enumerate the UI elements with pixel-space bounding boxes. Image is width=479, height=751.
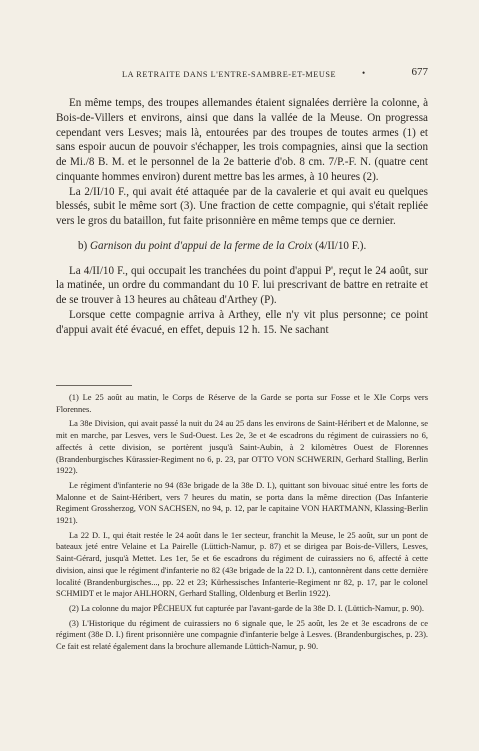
- body-text: [56, 96, 428, 337]
- paragraph-2: La 2/II/10 F., qui avait été attaquée par de la cavalerie et qui avait eu quelques blessés, subit le même sort (3). Une fraction de cette compagnie, qui s'était repliée vers le gros du bataillon, fut faite prisonnière en même temps que ce dernier.: [56, 185, 428, 227]
- footnote-1-continued: La 22 D. I., qui était restée le 24 août dans le 1er secteur, franchit la Meuse, le 25 août, sur un pont de bateaux jeté entre Velaine et La Pairelle (Lüttich-Namur, p. 87) et se dirigea par Bois-de-Villers, Lesves, Saint-Gérard, jusqu'à Mettet. Les 1er, 5e et 6e escadrons du régiment de cuirassiers no 6, affecté à cette division, ainsi que le régiment d'infanterie no 82 (43e brigade de la 22 D. I.), cantonnèrent dans cette dernière localité (Brandenburgisches..., pp. 22 et 23; Kürhessisches Infanterie-Regiment nr 82, p. 17, par le colonel SCHMIDT et le major AHLHORN, Gerhard Stalling, Oldenburg et Berlin 1922).: [56, 529, 428, 599]
- subheading-prefix: b): [78, 239, 91, 252]
- running-header: [56, 66, 428, 82]
- footnote-1-continued: La 38e Division, qui avait passé la nuit du 24 au 25 dans les environs de Saint-Héribert et de Malonne, se mit en marche, par Lesves, vers le Sud-Ouest. Les 2e, 3e et 4e escadrons du régiment de cuirassiers no 6, affectés à cette division, se portèrent jusqu'à Saint-Aubin, à 2 kilomètres Ouest de Florennes (Brandenburgisches Kürassier-Regiment no 6, p. 23, par OTTO VON SCHWERIN, Gerhard Stalling, Berlin 1922).: [56, 418, 428, 476]
- footnote-2: (2) La colonne du major PÊCHEUX fut capturée par l'avant-garde de la 38e D. I. (Lüttich-Namur, p. 90).: [69, 602, 424, 613]
- paragraph-4: Lorsque cette compagnie arriva à Arthey, elle n'y vit plus personne; ce point d'appui avait été évacué, en effet, depuis 12 h. 15. Ne sachant: [56, 308, 428, 336]
- header-separator: •: [362, 68, 366, 78]
- subheading-title: Garnison du point d'appui de la ferme de la Croix: [90, 239, 313, 252]
- subheading-unit: (4/II/10 F.).: [312, 239, 367, 252]
- footnote-1-continued: Le régiment d'infanterie no 94 (83e brigade de la 38e D. I.), quittant son bivouac situé entre les forts de Malonne et de Saint-Héribert, vers 7 heures du matin, se porta dans la même direction (Das Infanterie Regiment Grossherzog, VON SACHSEN, no 94, p. 12, par le capitaine VON HARTMANN, Klassing-Berlin 1921).: [56, 479, 428, 526]
- footnote-divider: [56, 385, 132, 386]
- footnote-3: (3) L'Historique du régiment de cuirassiers no 6 signale que, le 25 août, les 2e et 3e escadrons de ce régiment (38e D. I.) firent prisonnière une compagnie d'infanterie belge à Lesves. (Brandenburgisches, p. 23). Ce fait est relaté également dans la brochure allemande Lüttich-Namur, p. 90.: [56, 617, 428, 652]
- footnotes: [56, 392, 428, 653]
- paragraph-3: La 4/II/10 F., qui occupait les tranchées du point d'appui P', reçut le 24 août, sur la matinée, un ordre du commandant du 10 F. lui prescrivant de battre en retraite et de se trouver à 13 heures au château d'Arthey (P).: [56, 264, 428, 306]
- page-number: 677: [411, 66, 428, 78]
- footnote-1: (1) Le 25 août au matin, le Corps de Réserve de la Garde se porta sur Fosse et le XIe Corps vers Florennes.: [56, 392, 428, 414]
- paragraph-1: En même temps, des troupes allemandes étaient signalées derrière la colonne, à Bois-de-Villers et environs, ainsi que dans la vallée de la Meuse. On progressa cependant vers Lesves; mais là, entourées par des troupes de toutes armes (1) et sans espoir aucun de pouvoir s'échapper, les trois compagnies, ainsi que la section de Mi./8 B. M. et le personnel de la 2e batterie d'ob. 8 cm. 7/P.-F. N. (quatre cent cinquante hommes environ) durent mettre bas les armes, à 10 heures (2).: [56, 97, 428, 183]
- running-title: LA RETRAITE DANS L'ENTRE-SAMBRE-ET-MEUSE: [122, 70, 337, 79]
- section-subheading: [56, 239, 428, 254]
